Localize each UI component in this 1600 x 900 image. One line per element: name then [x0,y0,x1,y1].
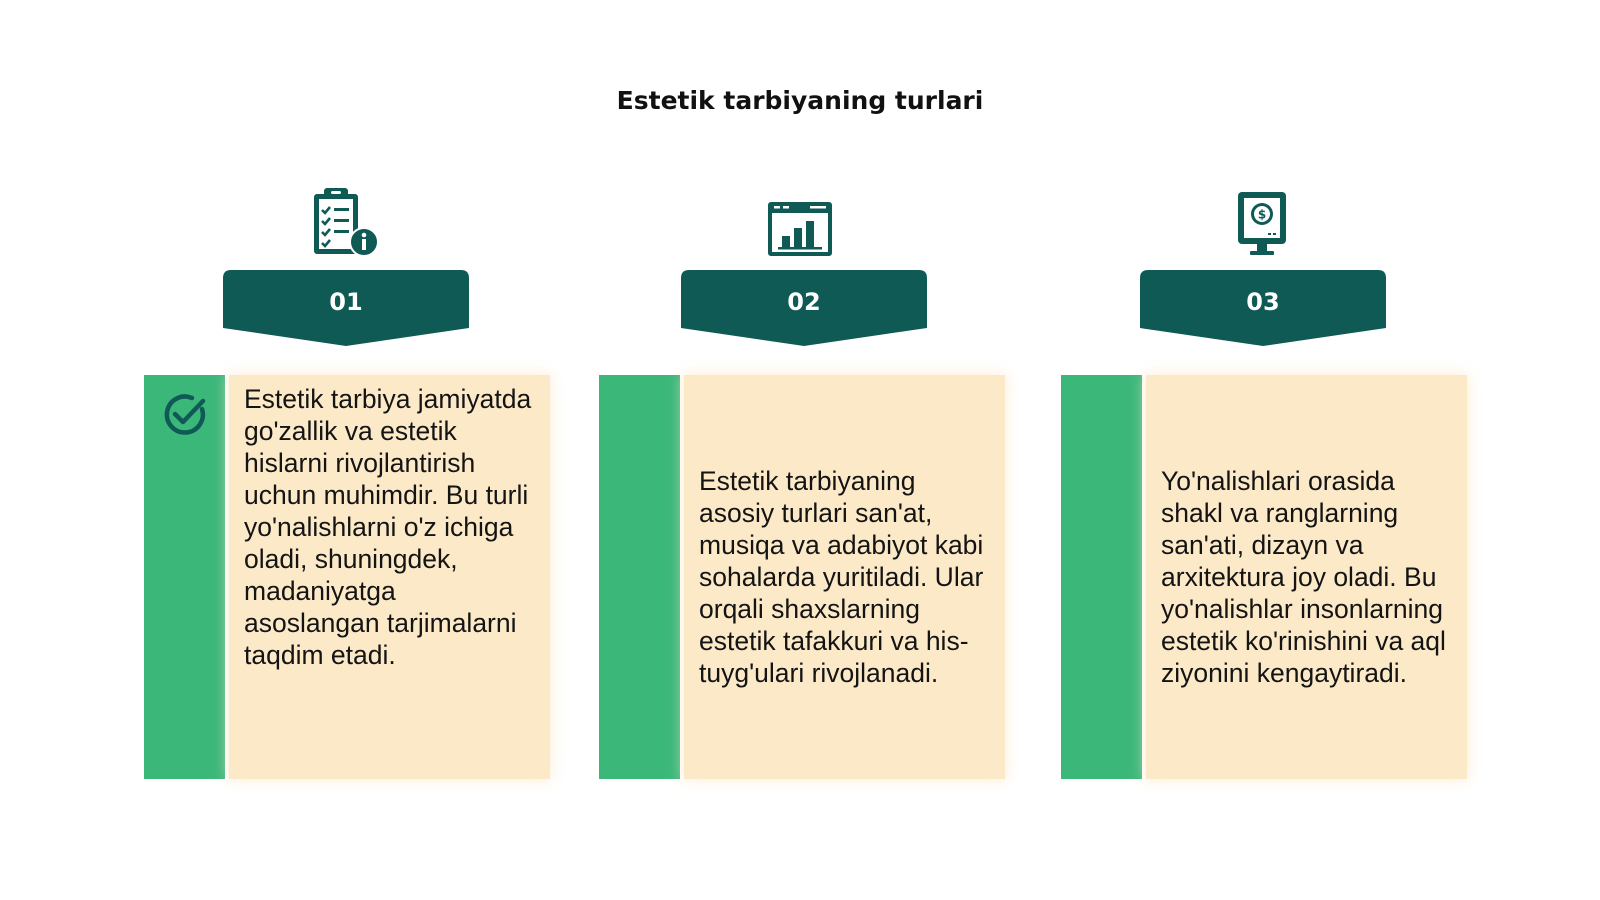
card-panel [229,375,550,779]
diagram-title: Estetik tarbiyaning turlari [616,86,984,115]
card-text: Estetik tarbiya jamiyatda go'zallik va estetik hislarni rivojlantirish uchun muhimdir. Bu turli yo'nalishlarni o'z ichiga oladi, shuningdek, madaniyatga asoslangan tarjimalarni taqdim etadi. [244,384,532,670]
card-accent-bar [1061,375,1142,779]
card-panel [1146,375,1467,779]
card-02 [599,375,1005,779]
check-circle-icon [162,392,208,438]
step-label-02 [681,270,927,350]
step-number: 02 [787,288,821,316]
clipboard-checklist-info-icon [309,188,381,260]
card-accent-bar [144,375,225,779]
card-text: Estetik tarbiyaning asosiy turlari san'at, musiqa va adabiyot kabi sohalarda yuritiladi. Ular orqali shaxslarning estetik tafakkuri va his-tuyg'ulari rivojlanadi. [699,466,984,688]
dollar-monitor-icon [1226,188,1298,260]
card-text: Yo'nalishlari orasida shakl va ranglarning san'ati, dizayn va arxitektura joy oladi. Bu yo'nalishlar insonlarning estetik ko'rinishini va aql ziyonini kengaytiradi. [1161,466,1446,688]
step-number: 03 [1246,288,1280,316]
card-accent-bar [599,375,680,779]
bar-chart-window-icon [764,194,836,266]
card-01 [144,375,550,779]
step-label-03 [1140,270,1386,350]
step-label-01 [223,270,469,350]
card-03 [1061,375,1467,779]
svg-text:$: $ [1257,207,1267,222]
card-panel [684,375,1005,779]
step-number: 01 [329,288,363,316]
